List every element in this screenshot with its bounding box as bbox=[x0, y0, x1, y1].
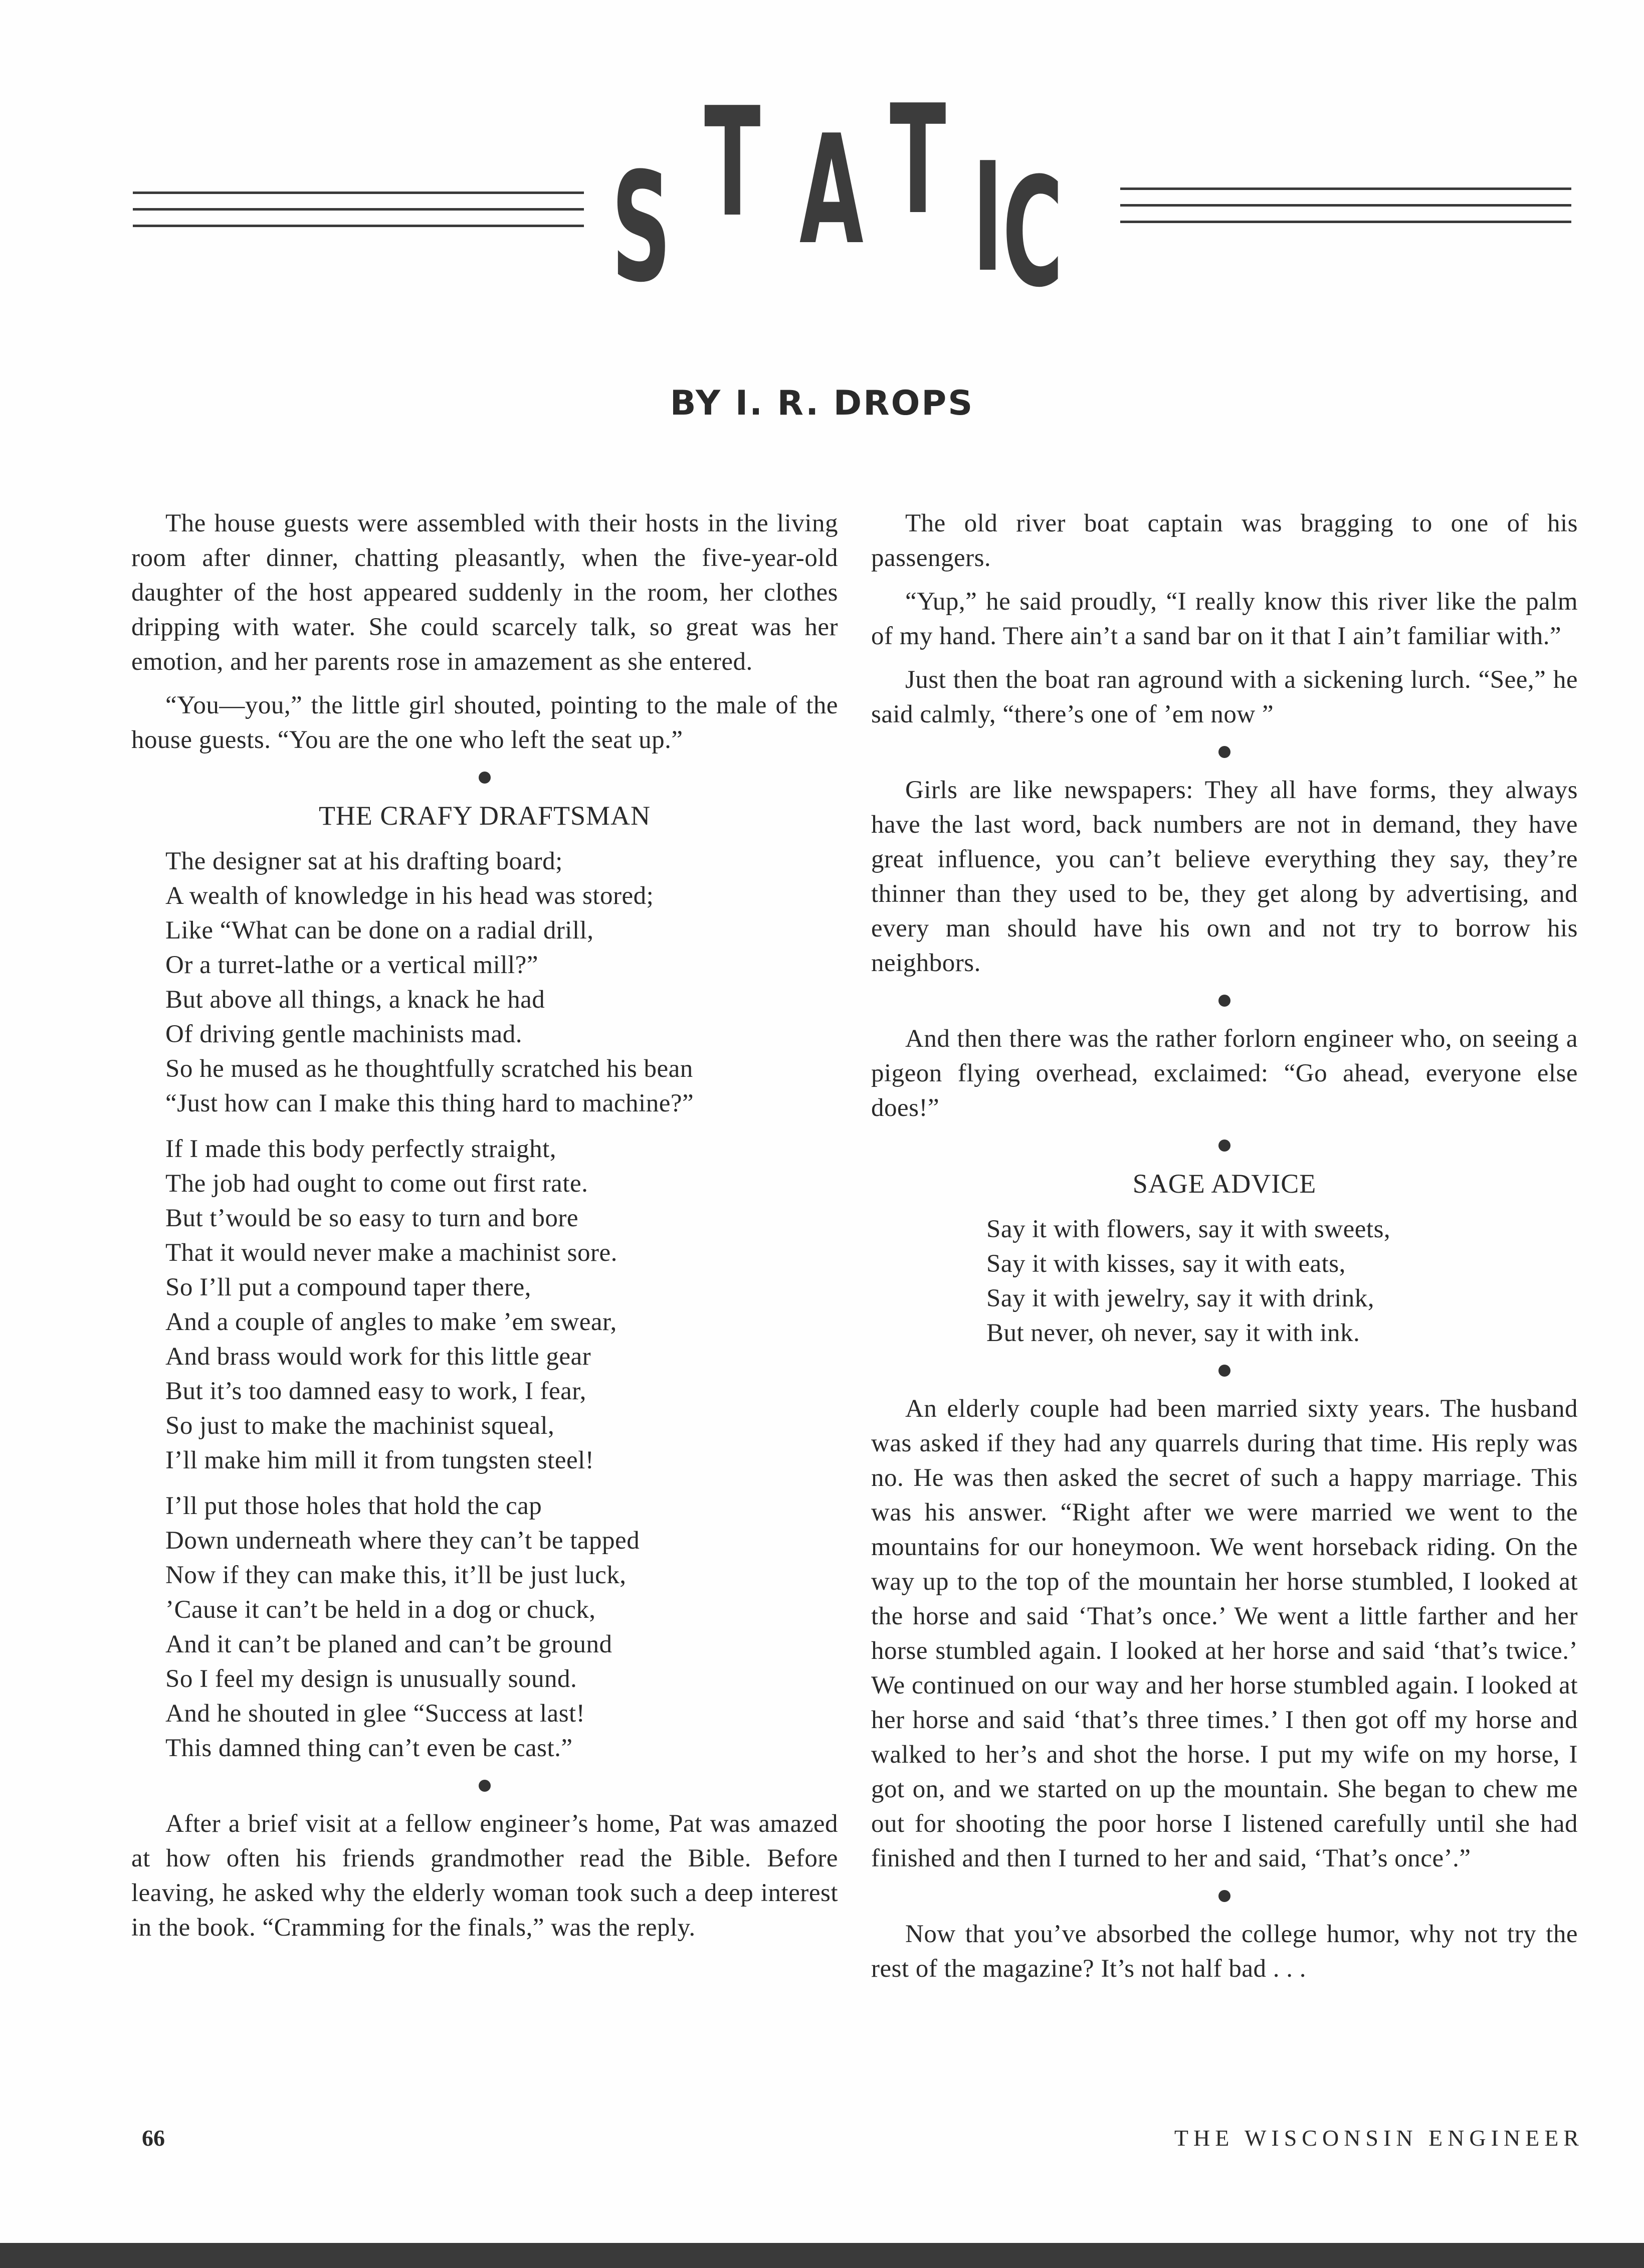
masthead-letter: S bbox=[611, 140, 671, 315]
joke-paragraph: “You—you,” the little girl shouted, pointing to the male of the house guests. “You are the one who left the seat up.” bbox=[131, 691, 838, 754]
page-number: 66 bbox=[142, 2125, 165, 2151]
masthead-letter: T bbox=[890, 73, 946, 248]
poem-line: So I feel my design is unusually sound. bbox=[165, 1665, 577, 1693]
poem-stanza bbox=[165, 844, 838, 1121]
poem-line: ’Cause it can’t be held in a dog or chuck, bbox=[165, 1596, 596, 1624]
separator-bullet bbox=[479, 772, 491, 784]
masthead-letter: T bbox=[704, 75, 761, 250]
poem-line: Say it with jewelry, say it with drink, bbox=[986, 1284, 1375, 1312]
poem-line: A wealth of knowledge in his head was stored; bbox=[165, 882, 654, 910]
joke-paragraph: Now that you’ve absorbed the college humor, why not try the rest of the magazine? It’s not half bad . . . bbox=[871, 1920, 1578, 1983]
right-column bbox=[871, 506, 1578, 1995]
poem-title: SAGE ADVICE bbox=[1132, 1169, 1317, 1199]
poem-line: That it would never make a machinist sore. bbox=[165, 1239, 618, 1267]
poem-line: So I’ll put a compound taper there, bbox=[165, 1273, 531, 1301]
poem-stanza bbox=[165, 1489, 838, 1766]
poem-line: But it’s too damned easy to work, I fear, bbox=[165, 1377, 586, 1405]
joke-paragraph: And then there was the rather forlorn engineer who, on seeing a pigeon flying overhead, exclaimed: “Go ahead, everyone else does!” bbox=[871, 1025, 1578, 1122]
joke-paragraph: Girls are like newspapers: They all have forms, they always have the last word, back numbers are not in demand, they have great influence, you can’t believe everything they say, they’re thinner than they used to be, they get along by advertising, and every man should have his own and not try to borrow his neighbors. bbox=[871, 776, 1578, 977]
poem-line: The job had ought to come out first rate. bbox=[165, 1170, 588, 1198]
poem-line: And he shouted in glee “Success at last! bbox=[165, 1699, 585, 1728]
joke-paragraph: After a brief visit at a fellow engineer’s home, Pat was amazed at how often his friends grandmother read the Bible. Before leaving, he asked why the elderly woman took such a deep interest in the book. “Cramming for the finals,” was the reply. bbox=[131, 1810, 838, 1942]
poem-line: Down underneath where they can’t be tapped bbox=[165, 1527, 640, 1555]
poem-line: But t’would be so easy to turn and bore bbox=[165, 1204, 579, 1232]
separator-bullet bbox=[479, 1780, 491, 1792]
separator-bullet bbox=[1218, 746, 1230, 758]
poem-line: But above all things, a knack he had bbox=[165, 986, 545, 1014]
poem-line: This damned thing can’t even be cast.” bbox=[165, 1734, 573, 1762]
byline: BY I. R. DROPS bbox=[670, 384, 974, 423]
masthead-letter: C bbox=[1002, 145, 1064, 320]
poem-line: And it can’t be planed and can’t be ground bbox=[165, 1630, 612, 1658]
poem-line: Say it with flowers, say it with sweets, bbox=[986, 1215, 1391, 1243]
masthead-letter: I bbox=[972, 130, 1003, 305]
poem-line: So just to make the machinist squeal, bbox=[165, 1412, 555, 1440]
separator-bullet bbox=[1218, 1890, 1230, 1902]
scan-edge bbox=[0, 2243, 1644, 2268]
poem-line: “Just how can I make this thing hard to machine?” bbox=[165, 1089, 694, 1117]
poem-line: Of driving gentle machinists mad. bbox=[165, 1020, 522, 1048]
poem-line: And brass would work for this little gear bbox=[165, 1343, 591, 1371]
masthead-rules-right bbox=[1120, 187, 1571, 224]
poem-line: So he mused as he thoughtfully scratched his bean bbox=[165, 1055, 693, 1083]
separator-bullet bbox=[1218, 995, 1230, 1007]
joke-paragraph: The house guests were assembled with their hosts in the living room after dinner, chatting pleasantly, when the five-year-old daughter of the host appeared suddenly in the room, her clothes dripping with water. She could scarcely talk, so great was her emotion, and her parents rose in amazement as she entered. bbox=[131, 509, 838, 676]
poem-line: Or a turret-lathe or a vertical mill?” bbox=[165, 951, 538, 979]
masthead-rules-left bbox=[133, 192, 584, 228]
poem-line: Now if they can make this, it’ll be just luck, bbox=[165, 1561, 627, 1589]
poem-line: But never, oh never, say it with ink. bbox=[986, 1319, 1360, 1347]
masthead-title bbox=[601, 73, 1113, 320]
poem-line: And a couple of angles to make ’em swear, bbox=[165, 1308, 617, 1336]
joke-paragraph: Just then the boat ran aground with a sickening lurch. “See,” he said calmly, “there’s one of ’em now ” bbox=[871, 666, 1578, 728]
poem-line: I’ll put those holes that hold the cap bbox=[165, 1492, 542, 1520]
publication-name: THE WISCONSIN ENGINEER bbox=[1174, 2125, 1584, 2151]
poem-line: I’ll make him mill it from tungsten steel! bbox=[165, 1446, 594, 1474]
joke-paragraph: The old river boat captain was bragging to one of his passengers. bbox=[871, 509, 1578, 572]
joke-paragraph: “Yup,” he said proudly, “I really know this river like the palm of my hand. There ain’t a sand bar on it that I ain’t familiar with.” bbox=[871, 588, 1578, 650]
poem-line: Say it with kisses, say it with eats, bbox=[986, 1250, 1346, 1278]
joke-paragraph: An elderly couple had been married sixty years. The husband was asked if they had any quarrels during that time. His reply was no. He was then asked the secret of such a happy marriage. This was his answer. “Right after we were married we went to the mountains for our honeymoon. We went horseback riding. On the way up to the top of the mountain her horse stumbled, I looked at the horse and said ‘That’s once.’ We went a little farther and her horse stumbled again. I looked at her horse and said ‘that’s twice.’ We continued on our way and her horse stumbled again. I looked at her horse and said ‘that’s three times.’ I then got off my horse and walked to her’s and shot the horse. I put my wife on my horse, I got on, and we started on up the mountain. She began to chew me out for shooting the poor horse I listened carefully until she had finished and then I turned to her and said, ‘That’s once’.” bbox=[871, 1395, 1578, 1872]
separator-bullet bbox=[1218, 1140, 1230, 1152]
poem-line: Like “What can be done on a radial drill, bbox=[165, 916, 594, 944]
left-column bbox=[131, 506, 838, 1954]
masthead-letter: A bbox=[799, 103, 864, 278]
poem-stanza bbox=[165, 1132, 838, 1478]
poem-stanza bbox=[986, 1212, 1578, 1351]
poem-line: The designer sat at his drafting board; bbox=[165, 847, 563, 875]
poem-line: If I made this body perfectly straight, bbox=[165, 1135, 557, 1163]
separator-bullet bbox=[1218, 1365, 1230, 1377]
poem-title: THE CRAFY DRAFTSMAN bbox=[318, 801, 651, 831]
